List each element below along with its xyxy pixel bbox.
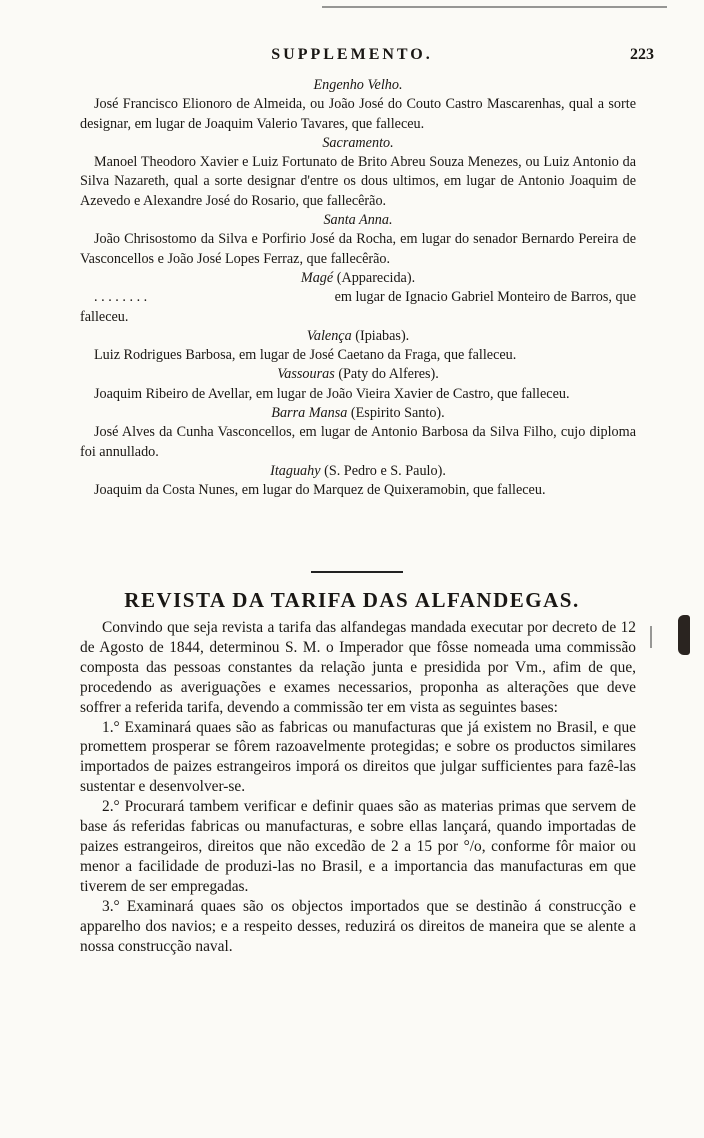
place-heading [80, 269, 636, 288]
section-separator [311, 571, 403, 573]
header-title: SUPPLEMENTO. [271, 46, 433, 63]
place-name: Itaguahy [270, 462, 321, 479]
base-item-3: 3.° Examinará quaes são os objectos importados que se destinão á construcção e apparelho dos navios; e a respeito desses, reduzirá os direitos de maneira que se alente a nossa construcção naval. [80, 897, 636, 955]
base-item-2: 2.° Procurará tambem verificar e definir quaes são as materias primas que servem de base ás referidas fabricas ou manufacturas, e sobre ellas lançará, quando importadas de paizes estrangeiros, direitos que não excedão de 2 a 15 por °/o, conforme fôr maior ou menor a facilidade de produzi-las no Brasil, e a importancia das manufacturas em que tiverem de ser empregadas. [80, 798, 636, 895]
base-item-1: 1.° Examinará quaes são as fabricas ou manufacturas que já existem no Brasil, e que promettem prosperar se fôrem razoavelmente protegidas; e sobre os productos similares importados de paizes estrangeiros imporá os direitos que julgar sufficientes para fazê-las sustentar e desenvolver-se. [80, 718, 636, 796]
entry-text-dotted [80, 288, 636, 307]
intro-paragraph: Convindo que seja revista a tarifa das alfandegas mandada executar por decreto de 12 de Agosto de 1844, determinou S. M. o Imperador que fôsse nomeada uma commissão composta das pessoas constantes da relação junta e presidida por Vm., afim de que, procedendo as averiguações e exames necessarios, proponha as alterações que deve soffrer a referida tarifa, devendo a commissão ter em vista as seguintes bases: [80, 619, 636, 716]
section-title: REVISTA DA TARIFA DAS ALFANDEGAS. [124, 588, 580, 612]
place-heading [80, 404, 636, 423]
entry-text: José Francisco Elionoro de Almeida, ou João José do Couto Castro Mascarenhas, qual a sorte designar, em lugar de Joaquim Valerio Tavares, que falleceu. [80, 96, 636, 132]
place-parish: (S. Pedro e S. Paulo). [324, 462, 446, 479]
section-body [80, 618, 636, 956]
place-name: Barra Mansa [271, 405, 348, 422]
page-number: 223 [630, 46, 654, 63]
place-name: Vassouras [277, 366, 335, 383]
entry-text: Manoel Theodoro Xavier e Luiz Fortunato de Brito Abreu Souza Menezes, ou Luiz Antonio da Silva Nazareth, qual a sorte designar d'entre os dous ultimos, em lugar de Antonio Joaquim de Azevedo e Alexandre José do Rosario, que fallecêrão. [80, 154, 636, 209]
entry-text: José Alves da Cunha Vasconcellos, em lugar de Antonio Barbosa da Silva Filho, cujo diploma foi annullado. [80, 424, 636, 460]
place-parish: (Ipiabas). [355, 327, 410, 344]
place-parish: (Paty do Alferes). [338, 366, 439, 383]
place-heading: Sacramento. [322, 134, 394, 151]
margin-mark [650, 626, 652, 648]
place-name: Magé [300, 269, 334, 286]
omission-dots: . . . . . . . . [94, 289, 148, 306]
entry-text: Joaquim Ribeiro de Avellar, em lugar de João Vieira Xavier de Castro, que falleceu. [94, 385, 570, 402]
margin-ink-blot [678, 615, 690, 655]
entry-text: João Chrisostomo da Silva e Porfirio José da Rocha, em lugar do senador Bernardo Pereira de Vasconcellos e João José Lopes Ferraz, que fallecêrão. [80, 231, 636, 267]
place-heading [80, 462, 636, 481]
entry-text: em lugar de Ignacio Gabriel Monteiro de Barros, que [334, 289, 636, 306]
entry-text: Luiz Rodrigues Barbosa, em lugar de José Caetano da Fraga, que falleceu. [94, 347, 517, 364]
place-heading: Santa Anna. [323, 212, 393, 229]
place-parish: (Espirito Santo). [350, 405, 445, 422]
entry-text: Joaquim da Costa Nunes, em lugar do Marquez de Quixeramobin, que falleceu. [94, 482, 546, 499]
place-name: Valença [306, 327, 352, 344]
place-heading [80, 327, 636, 346]
place-heading: Engenho Velho. [313, 77, 403, 93]
place-heading [80, 365, 636, 384]
running-header [0, 46, 704, 70]
entry-text-continuation: falleceu. [80, 308, 129, 325]
electoral-list [80, 76, 636, 501]
place-parish: (Apparecida). [336, 269, 416, 286]
top-edge-rule [322, 6, 667, 8]
